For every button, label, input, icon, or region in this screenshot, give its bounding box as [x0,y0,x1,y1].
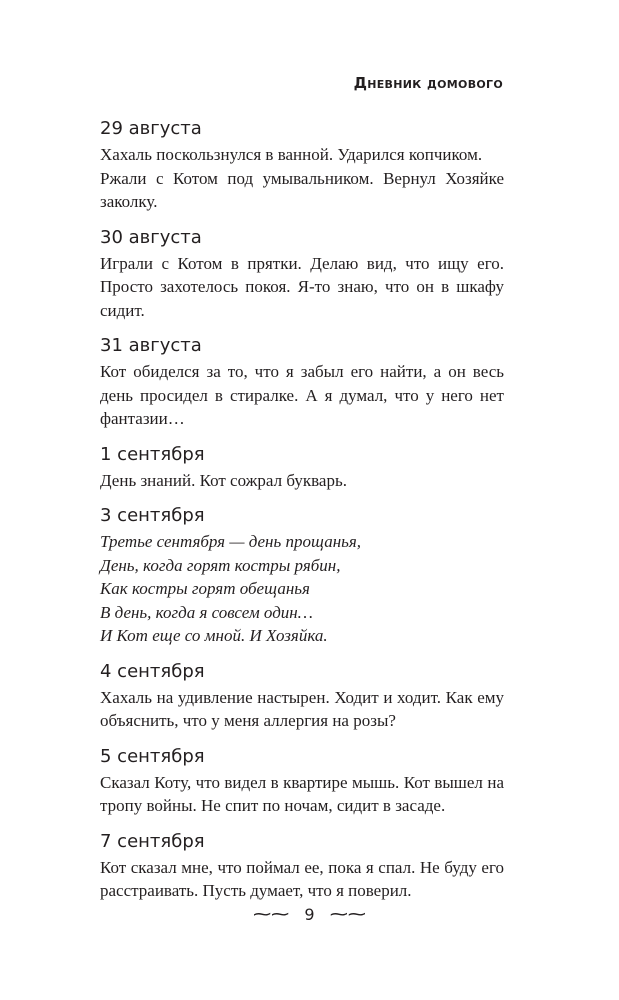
entry-date: 7 сентября [100,830,205,852]
poem-line: И Кот еще со мной. И Хозяйка. [100,626,328,645]
entry-paragraph: Кот сказал мне, что поймал ее, пока я спал. Не буду его расстраивать. Пусть думает, что я поверил. [100,857,504,900]
ornament-right: ⁓⁓ [329,904,366,925]
entry-date: 3 сентября [100,505,205,526]
diary-entry [100,227,504,323]
entry-date: 30 августа [100,226,202,248]
poem-line: В день, когда я совсем один… [100,602,313,622]
entry-date: 31 августа [100,335,202,356]
entry-date: 29 августа [100,118,202,139]
running-head: Дневник домового [353,74,503,92]
poem-line: Как костры горят обещанья [100,579,310,598]
diary-entry [100,444,504,493]
page-number-footer [0,904,619,925]
poem-line: День, когда горят костры рябин, [100,555,341,575]
page-number: 9 [304,905,315,924]
diary-entry [100,118,504,214]
diary-entry [100,505,504,648]
entry-date: 5 сентября [100,745,205,767]
ornament-left: ⁓⁓ [253,904,290,925]
diary-entry [100,335,504,431]
entry-date: 1 сентября [100,443,205,465]
entry-paragraph: Сказал Коту, что видел в квартире мышь. Кот вышел на тропу войны. Не спит по ночам, сидит в засаде. [100,772,504,815]
diary-content [100,118,504,916]
entry-paragraph: Ржали с Котом под умывальником. Вернул Хозяйке заколку. [100,168,504,211]
entry-date: 4 сентября [100,660,205,682]
entry-paragraph: Хахаль на удивление настырен. Ходит и ходит. Как ему объяснить, что у меня аллергия на розы? [100,687,504,730]
entry-paragraph: Играли с Котом в прятки. Делаю вид, что ищу его. Просто захотелось покоя. Я-то знаю, что он в шкафу сидит. [100,253,504,320]
entry-paragraph: Хахаль поскользнулся в ванной. Ударился копчиком. [100,145,483,164]
diary-entry [100,661,504,733]
diary-entry [100,746,504,818]
entry-paragraph: День знаний. Кот сожрал букварь. [100,470,347,490]
poem-line: Третье сентября — день прощанья, [100,532,362,551]
entry-paragraph: Кот обиделся за то, что я забыл его найти, а он весь день просидел в стиралке. А я думал, что у него нет фантазии… [100,362,504,428]
diary-entry [100,831,504,903]
